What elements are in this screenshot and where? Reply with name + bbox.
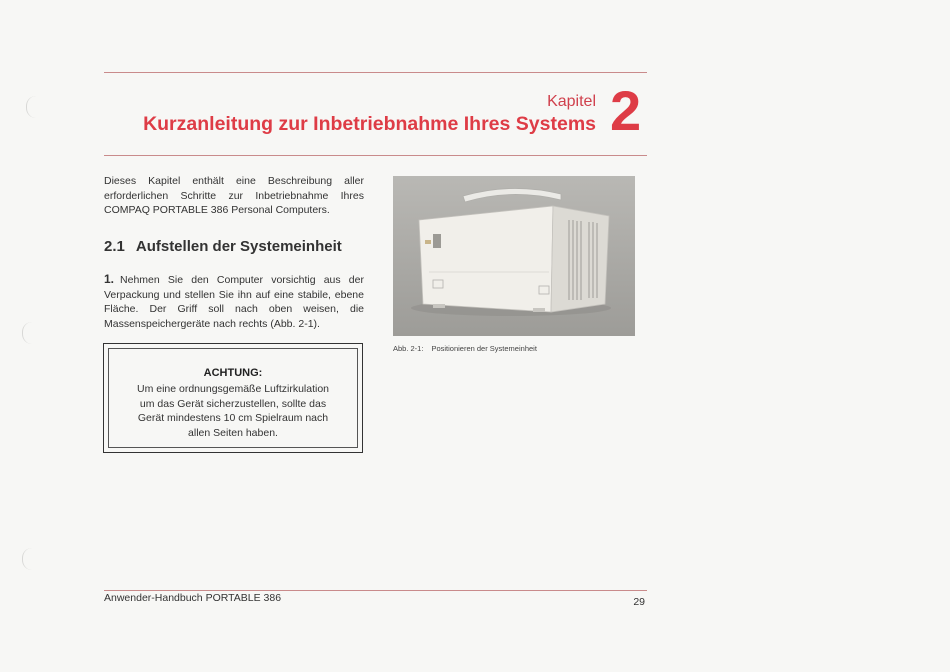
section-number: 2.1 (104, 238, 125, 255)
top-rule (104, 72, 647, 73)
chapter-title: Kurzanleitung zur Inbetriebnahme Ihres Systems (143, 113, 596, 135)
warning-line: Gerät mindestens 10 cm Spielraum nach (137, 412, 329, 424)
step-paragraph (104, 272, 364, 331)
section-title: Aufstellen der Systemeinheit (135, 238, 342, 255)
heading-rule (104, 155, 647, 156)
warning-line: Um eine ordnungsgemäße Luftzirkulation (136, 383, 330, 395)
warning-text (109, 382, 357, 440)
binding-hole-mark (26, 96, 37, 118)
figure-photo (393, 176, 635, 336)
chapter-number: 2 (610, 79, 642, 142)
warning-box-inner (108, 348, 358, 448)
figure-caption-label: Abb. 2-1: (393, 344, 424, 353)
warning-box (103, 343, 363, 453)
portable-computer-illustration (393, 176, 635, 336)
binding-hole-mark (22, 548, 33, 570)
step-text: Nehmen Sie den Computer vorsichtig aus der Verpackung und stellen Sie ihn auf eine stabile, ebene Fläche. Der Griff soll nach oben weisen, die Massenspeichergeräte nach rechts (Abb. 2-1). (104, 274, 364, 330)
footer-rule (104, 590, 647, 591)
footer-manual-title: Anwender-Handbuch PORTABLE 386 (104, 592, 282, 604)
warning-line: um das Gerät sicherzustellen, sollte das (139, 397, 327, 410)
chapter-label: Kapitel (547, 93, 596, 110)
warning-line: allen Seiten haben. (188, 426, 278, 439)
page-number: 29 (633, 596, 645, 608)
intro-paragraph: Dieses Kapitel enthält eine Beschreibung aller erforderlichen Schritte zur Inbetriebnahme Ihres COMPAQ PORTABLE 386 Personal Computers. (104, 175, 364, 216)
warning-title: ACHTUNG: (203, 367, 263, 379)
figure-caption (393, 344, 537, 353)
figure-caption-text: Positionieren der Systemeinheit (431, 344, 537, 353)
step-number: 1. (104, 272, 115, 286)
section-heading (104, 238, 374, 255)
binding-hole-mark (22, 322, 33, 344)
